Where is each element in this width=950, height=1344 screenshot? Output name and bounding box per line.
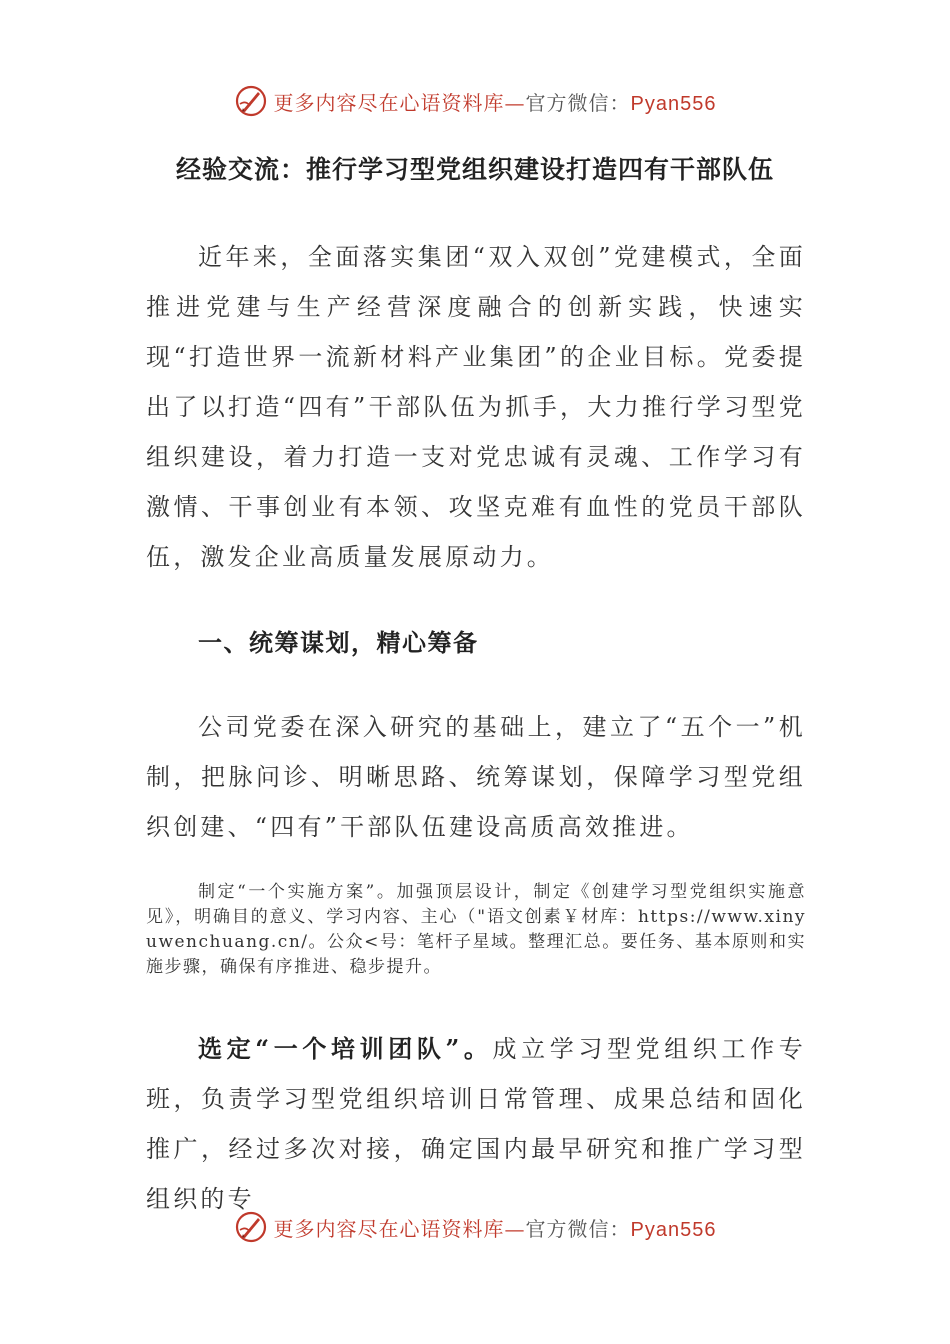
watermark-main: 更多内容尽在心语资料库 bbox=[273, 1216, 505, 1241]
document-title: 经验交流：推行学习型党组织建设打造四有干部队伍 bbox=[175, 155, 774, 184]
quill-pen-seal-icon bbox=[234, 1210, 268, 1244]
watermark-wechat-id: Pyan556 bbox=[630, 1218, 717, 1241]
watermark-main: 更多内容尽在心语资料库 bbox=[273, 90, 505, 115]
paragraph-training-team-body: 成立学习型党组织工作专班，负责学习型党组织培训日常管理、成果总结和固化推广，经过多次对接，确定国内最早研究和推广学习型组织的专 bbox=[146, 1035, 806, 1213]
paragraph-implementation-plan: 制定“一个实施方案”。加强顶层设计，制定《创建学习型党组织实施意见》，明确目的意义、学习内容、主心（"语文创素￥材库：https://www.xinyuwenchuang.cn/。公众<号：笔杆子星域。整理汇总。要任务、基本原则和实施步骤，确保有序推进、稳步提升。 bbox=[146, 882, 806, 977]
watermark-text bbox=[274, 87, 717, 116]
watermark-dash: — bbox=[504, 90, 526, 115]
quill-pen-seal-icon bbox=[234, 84, 268, 118]
watermark-dash: — bbox=[504, 1216, 526, 1241]
watermark-header bbox=[0, 84, 950, 118]
watermark-official: 官方微信： bbox=[525, 1216, 631, 1241]
paragraph-intro: 近年来，全面落实集团“双入双创”党建模式，全面推进党建与生产经营深度融合的创新实践，快速实现“打造世界一流新材料产业集团”的企业目标。党委提出了以打造“四有”干部队伍为抓手，大力推行学习型党组织建设，着力打造一支对党忠诚有灵魂、工作学习有激情、干事创业有本领、攻坚克难有血性的党员干部队伍，激发企业高质量发展原动力。 bbox=[146, 243, 806, 571]
paragraph-training-team bbox=[146, 1024, 806, 1224]
watermark-text bbox=[274, 1213, 717, 1242]
paragraph-mechanism: 公司党委在深入研究的基础上，建立了“五个一”机制，把脉问诊、明晰思路、统筹谋划，保障学习型党组织创建、“四有”干部队伍建设高质高效推进。 bbox=[146, 713, 806, 841]
watermark-footer bbox=[0, 1210, 950, 1244]
watermark-wechat-id: Pyan556 bbox=[630, 92, 717, 115]
paragraph-training-team-lead: 选定“一个培训团队”。 bbox=[198, 1034, 493, 1063]
watermark-official: 官方微信： bbox=[525, 90, 631, 115]
section-heading-1: 一、统筹谋划，精心筹备 bbox=[198, 628, 479, 657]
